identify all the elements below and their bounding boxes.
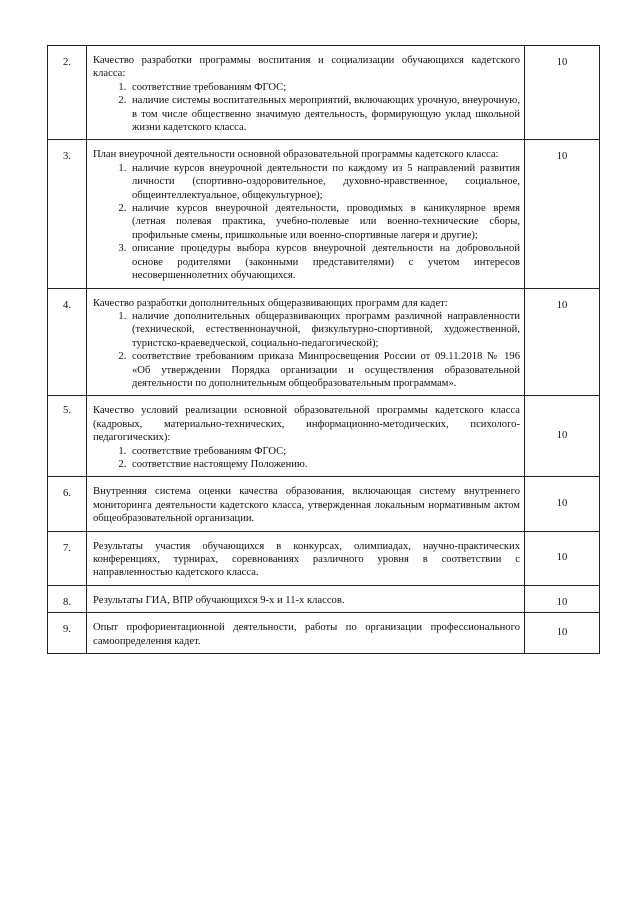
table-row: [48, 396, 600, 477]
criterion-subitems: [93, 162, 520, 283]
criterion-description: [87, 396, 525, 477]
table-row: [48, 477, 600, 531]
criterion-subitems: [93, 445, 520, 472]
row-number: 5.: [48, 396, 87, 477]
criterion-intro: Качество разработки программы воспитания и социализации обучающихся кадетского класса:: [93, 55, 520, 80]
criterion-description: [87, 288, 525, 396]
points-value: 10: [525, 585, 600, 612]
points-value: 10: [525, 613, 600, 654]
criterion-subitems: [93, 310, 520, 390]
list-item: 3. описание процедуры выбора курсов внеурочной деятельности на добровольной основе родителями (законными представителями) с учетом интересов несовершеннолетних обучающихся.: [129, 242, 520, 282]
table-row: [48, 585, 600, 612]
row-number: 9.: [48, 613, 87, 654]
criterion-description: [87, 46, 525, 140]
criterion-description: [87, 613, 525, 654]
criterion-intro: Опыт профориентационной деятельности, работы по организации профессионального самоопределения кадет.: [93, 622, 520, 647]
list-item: 1. наличие дополнительных общеразвивающих программ различной направленности (технической, естественнонаучной, физкультурно-спортивной, художественной, туристско-краеведческой, социально-педагогической);: [129, 310, 520, 350]
list-item: 2. соответствие настоящему Положению.: [129, 458, 520, 471]
criterion-intro: Качество условий реализации основной образовательной программы кадетского класса (кадровых, материально-технических, информационно-методических, психолого-педагогических):: [93, 405, 520, 444]
criterion-intro: Внутренняя система оценки качества образования, включающая систему внутреннего мониторинга деятельности кадетского класса, утвержденная локальным нормативным актом общеобразовательной организации.: [93, 486, 520, 525]
criterion-intro: Качество разработки дополнительных общеразвивающих программ для кадет:: [93, 297, 448, 309]
table-row: [48, 613, 600, 654]
table-row: [48, 46, 600, 140]
criterion-intro: План внеурочной деятельности основной образовательной программы кадетского класса:: [93, 149, 499, 161]
points-value: 10: [525, 477, 600, 531]
row-number: 8.: [48, 585, 87, 612]
row-number: 2.: [48, 46, 87, 140]
points-value: 10: [525, 288, 600, 396]
points-value: 10: [525, 396, 600, 477]
points-value: 10: [525, 531, 600, 585]
points-value: 10: [525, 140, 600, 288]
list-item: 2. соответствие требованиям приказа Минпросвещения России от 09.11.2018 № 196 «Об утверждении Порядка организации и осуществления образовательной деятельности по дополнительным общеобразовательным программам».: [129, 350, 520, 390]
row-number: 4.: [48, 288, 87, 396]
points-value: 10: [525, 46, 600, 140]
table-row: [48, 288, 600, 396]
criterion-intro: Результаты участия обучающихся в конкурсах, олимпиадах, научно-практических конференциях, турнирах, соревнованиях различного уровня в соответствии с направленностью кадетского класса.: [93, 540, 520, 579]
criterion-description: [87, 585, 525, 612]
criterion-description: [87, 477, 525, 531]
criterion-subitems: [93, 81, 520, 135]
criterion-intro: Результаты ГИА, ВПР обучающихся 9-х и 11-х классов.: [93, 594, 345, 606]
row-number: 6.: [48, 477, 87, 531]
criterion-description: [87, 531, 525, 585]
table-row: [48, 531, 600, 585]
row-number: 3.: [48, 140, 87, 288]
list-item: 1. соответствие требованиям ФГОС;: [129, 445, 520, 458]
list-item: 1. соответствие требованиям ФГОС;: [129, 81, 520, 94]
list-item: 2. наличие курсов внеурочной деятельности, проводимых в каникулярное время (летная полевая практика, учебно-полевые или военно-технические сборы, профильные смены, пришкольные или военно-спортивные лагеря и другие);: [129, 202, 520, 242]
table-row: [48, 140, 600, 288]
list-item: 1. наличие курсов внеурочной деятельности по каждому из 5 направлений развития личности (спортивно-оздоровительное, духовно-нравственное, социальное, общеинтеллектуальное, общекультурное);: [129, 162, 520, 202]
criterion-description: [87, 140, 525, 288]
row-number: 7.: [48, 531, 87, 585]
criteria-table: [47, 45, 600, 654]
list-item: 2. наличие системы воспитательных мероприятий, включающих урочную, внеурочную, в том числе общественно значимую деятельность, формирующую уклад школьной жизни кадетского класса.: [129, 94, 520, 134]
